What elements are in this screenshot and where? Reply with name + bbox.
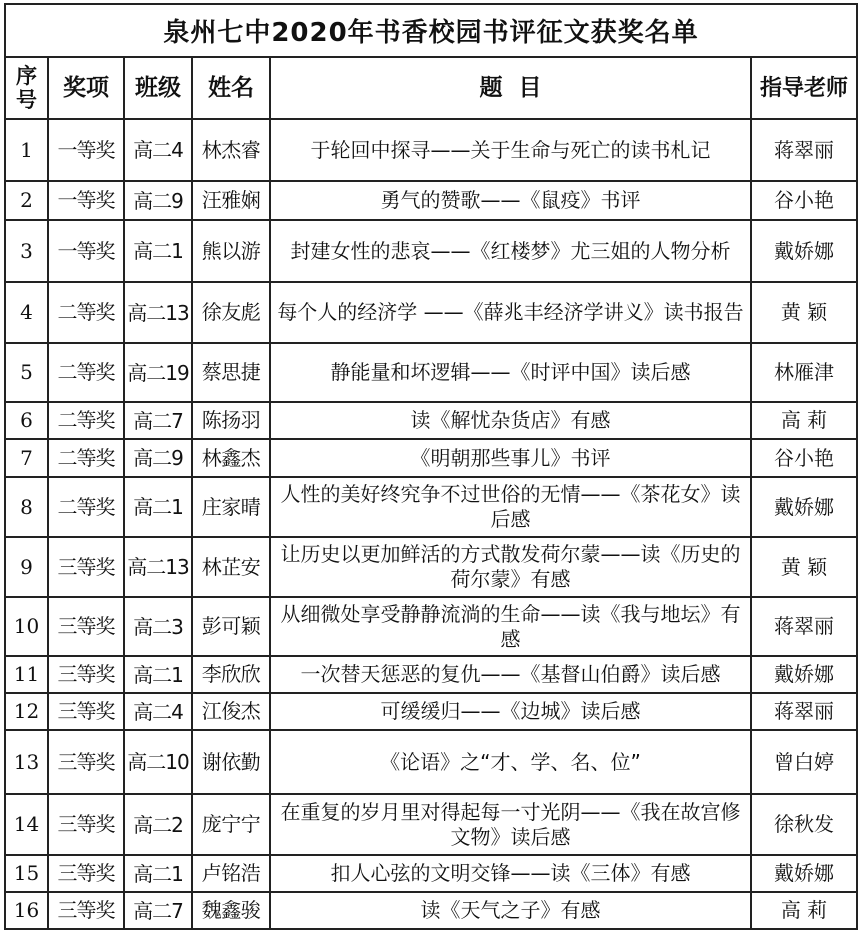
table-row — [5, 892, 857, 929]
row-class: 高二19 — [124, 343, 192, 402]
row-teacher: 黄 颖 — [751, 282, 857, 343]
row-topic: 扣人心弦的文明交锋——读《三体》有感 — [270, 855, 751, 892]
header-award: 奖项 — [48, 57, 124, 119]
row-teacher: 林雁津 — [751, 343, 857, 402]
row-topic: 《明朝那些事儿》书评 — [270, 439, 751, 477]
row-number: 4 — [5, 282, 48, 343]
row-teacher: 高 莉 — [751, 892, 857, 929]
row-topic: 可缓缓归——《边城》读后感 — [270, 693, 751, 730]
row-class: 高二7 — [124, 892, 192, 929]
row-class: 高二9 — [124, 439, 192, 477]
row-name: 汪雅娴 — [192, 181, 270, 220]
row-award: 三等奖 — [48, 730, 124, 794]
row-topic: 封建女性的悲哀——《红楼梦》尤三姐的人物分析 — [270, 220, 751, 282]
row-number: 10 — [5, 597, 48, 656]
row-number: 6 — [5, 402, 48, 439]
page-title: 泉州七中2020年书香校园书评征文获奖名单 — [5, 4, 857, 57]
award-list-table — [4, 3, 858, 930]
row-class: 高二1 — [124, 477, 192, 537]
row-class: 高二1 — [124, 656, 192, 693]
row-teacher: 戴娇娜 — [751, 855, 857, 892]
row-award: 三等奖 — [48, 892, 124, 929]
header-row — [5, 57, 857, 119]
row-topic: 在重复的岁月里对得起每一寸光阴——《我在故宫修文物》读后感 — [270, 794, 751, 855]
row-topic: 读《天气之子》有感 — [270, 892, 751, 929]
row-teacher: 谷小艳 — [751, 181, 857, 220]
row-topic: 一次替天惩恶的复仇——《基督山伯爵》读后感 — [270, 656, 751, 693]
row-award: 二等奖 — [48, 439, 124, 477]
row-name: 彭可颖 — [192, 597, 270, 656]
row-teacher: 谷小艳 — [751, 439, 857, 477]
table-row — [5, 537, 857, 597]
row-number: 2 — [5, 181, 48, 220]
header-name: 姓名 — [192, 57, 270, 119]
row-award: 三等奖 — [48, 855, 124, 892]
row-award: 二等奖 — [48, 477, 124, 537]
table-row — [5, 439, 857, 477]
row-topic: 于轮回中探寻——关于生命与死亡的读书札记 — [270, 119, 751, 181]
table-row — [5, 794, 857, 855]
row-number: 5 — [5, 343, 48, 402]
row-award: 二等奖 — [48, 282, 124, 343]
row-number: 8 — [5, 477, 48, 537]
header-no: 序号 — [5, 57, 48, 119]
row-topic: 静能量和坏逻辑——《时评中国》读后感 — [270, 343, 751, 402]
row-topic: 从细微处享受静静流淌的生命——读《我与地坛》有感 — [270, 597, 751, 656]
row-teacher: 高 莉 — [751, 402, 857, 439]
row-name: 徐友彪 — [192, 282, 270, 343]
row-name: 庞宁宁 — [192, 794, 270, 855]
row-award: 三等奖 — [48, 537, 124, 597]
row-class: 高二13 — [124, 282, 192, 343]
row-class: 高二2 — [124, 794, 192, 855]
row-number: 3 — [5, 220, 48, 282]
row-name: 卢铭浩 — [192, 855, 270, 892]
row-award: 三等奖 — [48, 656, 124, 693]
row-name: 庄家晴 — [192, 477, 270, 537]
table-row — [5, 343, 857, 402]
row-name: 谢依勤 — [192, 730, 270, 794]
row-number: 1 — [5, 119, 48, 181]
table-row — [5, 477, 857, 537]
row-teacher: 蒋翠丽 — [751, 119, 857, 181]
row-award: 二等奖 — [48, 343, 124, 402]
row-topic: 每个人的经济学 ——《薛兆丰经济学讲义》读书报告 — [270, 282, 751, 343]
row-award: 三等奖 — [48, 597, 124, 656]
header-topic: 题 目 — [270, 57, 751, 119]
row-teacher: 蒋翠丽 — [751, 693, 857, 730]
row-teacher: 戴娇娜 — [751, 656, 857, 693]
header-class: 班级 — [124, 57, 192, 119]
row-award: 三等奖 — [48, 794, 124, 855]
table-row — [5, 119, 857, 181]
row-class: 高二13 — [124, 537, 192, 597]
table-row — [5, 282, 857, 343]
row-class: 高二1 — [124, 855, 192, 892]
row-name: 林杰睿 — [192, 119, 270, 181]
row-number: 12 — [5, 693, 48, 730]
row-teacher: 曾白婷 — [751, 730, 857, 794]
row-name: 林鑫杰 — [192, 439, 270, 477]
row-number: 11 — [5, 656, 48, 693]
row-teacher: 戴娇娜 — [751, 477, 857, 537]
row-class: 高二1 — [124, 220, 192, 282]
row-name: 李欣欣 — [192, 656, 270, 693]
row-name: 蔡思捷 — [192, 343, 270, 402]
row-award: 一等奖 — [48, 220, 124, 282]
row-award: 三等奖 — [48, 693, 124, 730]
row-class: 高二4 — [124, 119, 192, 181]
row-class: 高二3 — [124, 597, 192, 656]
row-award: 一等奖 — [48, 119, 124, 181]
row-award: 二等奖 — [48, 402, 124, 439]
table-row — [5, 402, 857, 439]
row-number: 16 — [5, 892, 48, 929]
row-class: 高二9 — [124, 181, 192, 220]
row-name: 陈扬羽 — [192, 402, 270, 439]
row-topic: 勇气的赞歌——《鼠疫》书评 — [270, 181, 751, 220]
row-topic: 人性的美好终究争不过世俗的无情——《茶花女》读后感 — [270, 477, 751, 537]
row-name: 魏鑫骏 — [192, 892, 270, 929]
row-teacher: 蒋翠丽 — [751, 597, 857, 656]
row-number: 14 — [5, 794, 48, 855]
row-number: 7 — [5, 439, 48, 477]
table-row — [5, 220, 857, 282]
table-row — [5, 181, 857, 220]
table-row — [5, 855, 857, 892]
row-topic: 《论语》之“才、学、名、位” — [270, 730, 751, 794]
row-number: 13 — [5, 730, 48, 794]
table-row — [5, 730, 857, 794]
row-name: 熊以游 — [192, 220, 270, 282]
table-row — [5, 597, 857, 656]
row-number: 9 — [5, 537, 48, 597]
row-award: 一等奖 — [48, 181, 124, 220]
table-row — [5, 656, 857, 693]
row-teacher: 戴娇娜 — [751, 220, 857, 282]
header-teacher: 指导老师 — [751, 57, 857, 119]
row-number: 15 — [5, 855, 48, 892]
table-row — [5, 693, 857, 730]
row-topic: 让历史以更加鲜活的方式散发荷尔蒙——读《历史的荷尔蒙》有感 — [270, 537, 751, 597]
row-class: 高二7 — [124, 402, 192, 439]
row-teacher: 徐秋发 — [751, 794, 857, 855]
row-class: 高二4 — [124, 693, 192, 730]
row-name: 林芷安 — [192, 537, 270, 597]
row-class: 高二10 — [124, 730, 192, 794]
row-teacher: 黄 颖 — [751, 537, 857, 597]
row-name: 江俊杰 — [192, 693, 270, 730]
row-topic: 读《解忧杂货店》有感 — [270, 402, 751, 439]
